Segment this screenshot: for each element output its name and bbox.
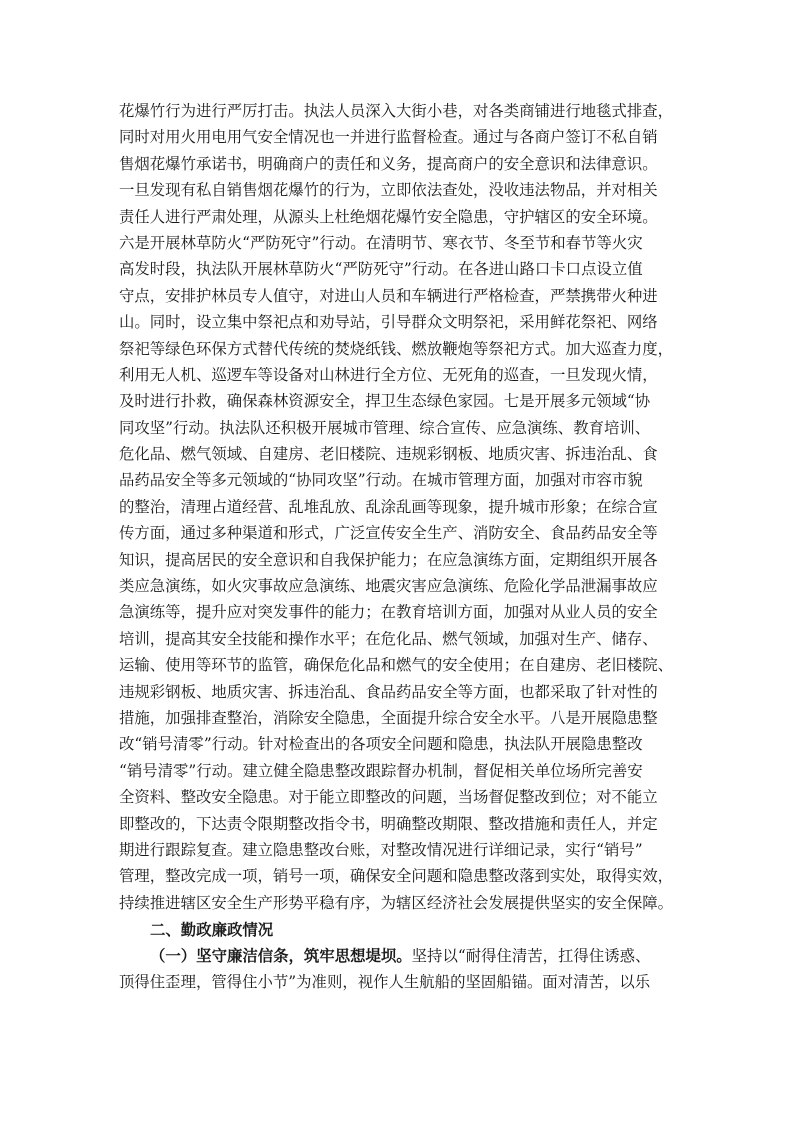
text-line: 措施，加强排查整治，消除安全隐患，全面提升综合安全水平。八是开展隐患整 bbox=[119, 708, 658, 727]
text-line: 知识，提高居民的安全意识和自我保护能力；在应急演练方面，定期组织开展各 bbox=[119, 550, 658, 569]
text-line: 改“销号清零”行动。针对检查出的各项安全问题和隐患，执法队开展隐患整改 bbox=[119, 735, 643, 754]
subsection-first-line bbox=[119, 943, 684, 969]
text-line: 一旦发现有私自销售烟花爆竹的行为，立即依法查处，没收违法物品，并对相关 bbox=[119, 181, 658, 200]
text-line: 山。同时，设立集中祭祀点和劝导站，引导群众文明祭祀，采用鲜花祭祀、网络 bbox=[119, 313, 658, 332]
text-line: 及时进行扑救，确保森林资源安全，捍卫生态绿色家园。七是开展多元领域“协 bbox=[119, 392, 651, 411]
subsection-paragraph bbox=[119, 943, 684, 996]
text-line: 急演练等，提升应对突发事件的能力；在教育培训方面，加强对从业人员的安全 bbox=[119, 603, 658, 622]
text-line: 管理，整改完成一项，销号一项，确保安全问题和隐患整改落到实处，取得实效， bbox=[119, 867, 674, 886]
text-line: 同攻坚”行动。执法队还积极开展城市管理、综合宣传、应急演练、教育培训、 bbox=[119, 418, 651, 437]
text-line: 培训，提高其安全技能和操作水平；在危化品、燃气领域，加强对生产、储存、 bbox=[119, 629, 658, 648]
text-line: 传方面，通过多种渠道和形式，广泛宣传安全生产、消防安全、食品药品安全等 bbox=[119, 524, 658, 543]
body-paragraph bbox=[119, 98, 684, 916]
text-line: “销号清零”行动。建立健全隐患整改跟踪督办机制，督促相关单位场所完善安 bbox=[119, 761, 643, 780]
text-line: 守点，安排护林员专人值守，对进山人员和车辆进行严格检查，严禁携带火种进 bbox=[119, 286, 658, 305]
text-line: 期进行跟踪复查。建立隐患整改台账，对整改情况进行详细记录，实行“销号” bbox=[119, 840, 643, 859]
text-line: 全资料、整改安全隐患。对于能立即整改的问题，当场督促整改到位；对不能立 bbox=[119, 788, 658, 807]
text-line: 六是开展林草防火“严防死守”行动。在清明节、寒衣节、冬至节和春节等火灾 bbox=[119, 233, 643, 252]
text-line: 售烟花爆竹承诺书，明确商户的责任和义务，提高商户的安全意识和法律意识。 bbox=[119, 154, 658, 173]
text-line: 花爆竹行为进行严厉打击。执法人员深入大街小巷，对各类商铺进行地毯式排查， bbox=[119, 102, 674, 120]
text-line: 利用无人机、巡逻车等设备对山林进行全方位、无死角的巡查，一旦发现火情， bbox=[119, 365, 658, 384]
text-line: 责任人进行严肃处理，从源头上杜绝烟花爆竹安全隐患，守护辖区的安全环境。 bbox=[119, 207, 658, 226]
text-line: 危化品、燃气领域、自建房、老旧楼院、违规彩钢板、地质灾害、拆违治乱、食 bbox=[119, 445, 658, 464]
text-line: 的整治，清理占道经营、乱堆乱放、乱涂乱画等现象，提升城市形象；在综合宣 bbox=[119, 497, 658, 516]
text-line: 品药品安全等多元领域的“协同攻坚”行动。在城市管理方面，加强对市容市貌 bbox=[119, 471, 643, 490]
text-line: 高发时段，执法队开展林草防火“严防死守”行动。在各进山路口卡口点设立值 bbox=[119, 260, 643, 279]
text-line: 同时对用火用电用气安全情况也一并进行监督检查。通过与各商户签订不私自销 bbox=[119, 128, 658, 147]
text-line: 运输、使用等环节的监管，确保危化品和燃气的安全使用；在自建房、老旧楼院、 bbox=[119, 656, 674, 675]
section-heading: 二、勤政廉政情况 bbox=[150, 921, 274, 939]
text-line: 类应急演练，如火灾事故应急演练、地震灾害应急演练、危险化学品泄漏事故应 bbox=[119, 577, 658, 596]
text-line: 违规彩钢板、地质灾害、拆违治乱、食品药品安全等方面，也都采取了针对性的 bbox=[119, 682, 658, 701]
subsection-text: 坚持以“耐得住清苦，扛得住诱惑、 bbox=[411, 947, 651, 965]
subsection-title: （一）坚守廉洁信条，筑牢思想堤坝。 bbox=[150, 947, 412, 965]
text-line: 即整改的，下达责令限期整改指令书，明确整改期限、整改措施和责任人，并定 bbox=[119, 814, 658, 833]
text-line: 祭祀等绿色环保方式替代传统的焚烧纸钱、燃放鞭炮等祭祀方式。加大巡查力度， bbox=[119, 339, 674, 358]
text-line: 持续推进辖区安全生产形势平稳有序，为辖区经济社会发展提供坚实的安全保障。 bbox=[119, 893, 674, 912]
text-line: 顶得住歪理，管得住小节”为准则，视作人生航船的坚固船锚。面对清苦，以乐 bbox=[119, 973, 651, 992]
